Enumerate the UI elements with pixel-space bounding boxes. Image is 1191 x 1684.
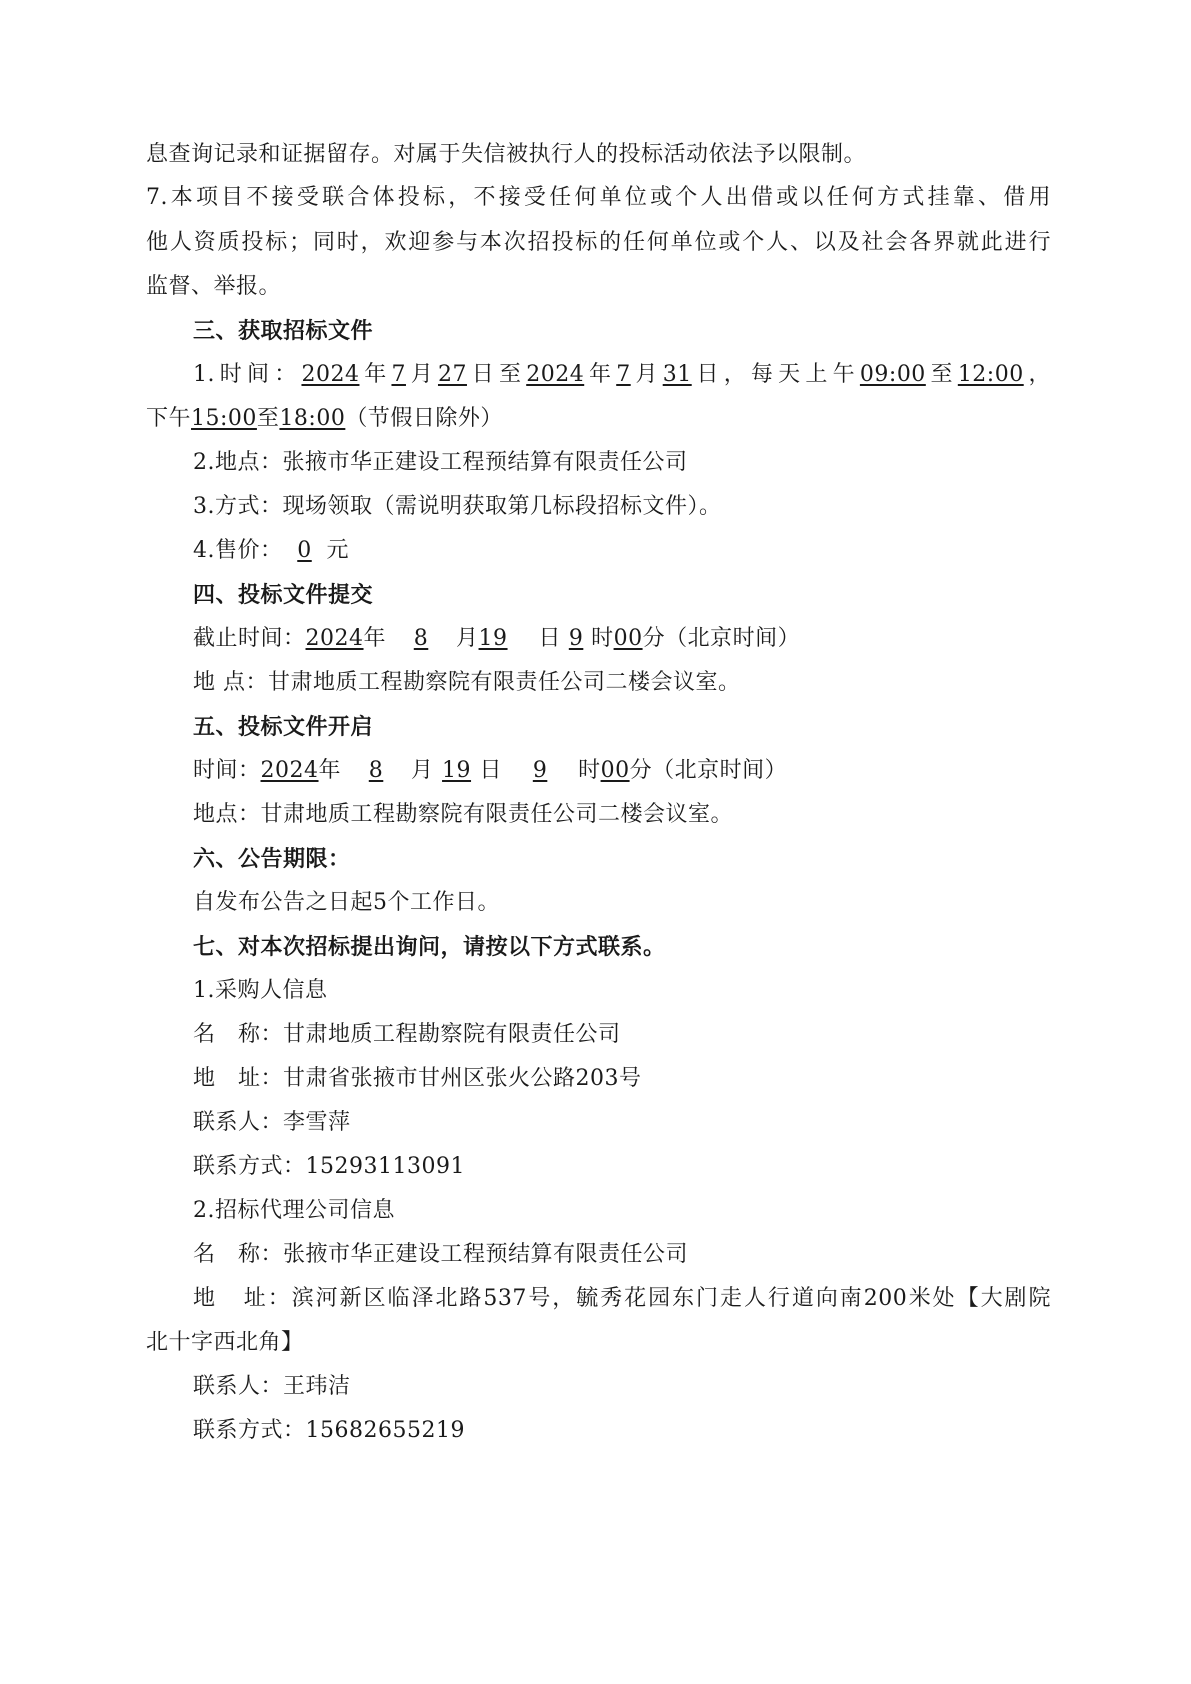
year-char: 年	[318, 758, 342, 783]
open-year: 2024	[260, 758, 319, 783]
section-5-heading: 五、投标文件开启	[193, 714, 374, 740]
deadline-year: 2024	[305, 626, 364, 651]
sec4-deadline-line	[193, 624, 800, 654]
timezone: （北京时间）	[665, 626, 801, 651]
open-minute: 00	[600, 758, 630, 783]
buyer-address: 地 址：甘肃省张掖市甘州区张火公路203号	[193, 1066, 642, 1091]
section-3-heading: 三、获取招标文件	[193, 318, 374, 344]
month-char: 月	[405, 362, 438, 387]
open-hour: 9	[532, 758, 548, 783]
am-start: 09:00	[859, 362, 926, 387]
start-month: 7	[391, 362, 406, 387]
agent-phone: 联系方式：15682655219	[193, 1418, 465, 1443]
daily-text: 日，每天上午	[691, 362, 860, 387]
intro-continuation: 息查询记录和证据留存。对属于失信被执行人的投标活动依法予以限制。	[146, 142, 867, 167]
deadline-day: 19	[478, 626, 508, 651]
year-char: 年	[359, 362, 392, 387]
month-char: 月	[411, 758, 434, 783]
open-day: 19	[442, 758, 472, 783]
timezone: （北京时间）	[652, 758, 788, 783]
sec5-time-line	[193, 756, 787, 786]
open-time-label: 时间：	[193, 758, 261, 783]
item-7-line-1: 7.本项目不接受联合体投标，不接受任何单位或个人出借或以任何方式挂靠、借用	[146, 185, 1051, 210]
price-unit: 元	[326, 538, 350, 563]
sec3-pm-line	[146, 404, 503, 434]
start-year: 2024	[301, 362, 360, 387]
to-char-pm: 至	[256, 406, 280, 431]
price-value: 0	[297, 538, 312, 563]
open-month: 8	[368, 758, 384, 783]
am-end: 12:00	[957, 362, 1024, 387]
sec3-price-line	[193, 536, 349, 566]
end-month: 7	[616, 362, 631, 387]
sec4-place: 地 点：甘肃地质工程勘察院有限责任公司二楼会议室。	[193, 670, 741, 695]
agent-contact: 联系人：王玮洁	[193, 1374, 351, 1399]
day-to-char: 日至	[466, 362, 527, 387]
minute-char: 分	[642, 626, 666, 651]
end-year: 2024	[526, 362, 585, 387]
agent-name: 名 称：张掖市华正建设工程预结算有限责任公司	[193, 1242, 688, 1267]
holiday-note: （节假日除外）	[345, 406, 503, 431]
buyer-contact: 联系人：李雪萍	[193, 1110, 351, 1135]
year-char: 年	[363, 626, 387, 651]
sec5-place: 地点：甘肃地质工程勘察院有限责任公司二楼会议室。	[193, 802, 734, 827]
deadline-minute: 00	[613, 626, 643, 651]
day-char: 日	[538, 626, 562, 651]
day-char: 日	[479, 758, 503, 783]
section-4-heading: 四、投标文件提交	[193, 582, 374, 608]
to-char: 至	[925, 362, 958, 387]
hour-char: 时	[591, 626, 614, 651]
month-char-2: 月	[630, 362, 663, 387]
buyer-name: 名 称：甘肃地质工程勘察院有限责任公司	[193, 1022, 621, 1047]
sec3-place: 2.地点：张掖市华正建设工程预结算有限责任公司	[193, 450, 688, 475]
section-7-heading: 七、对本次招标提出询问，请按以下方式联系。	[193, 934, 666, 960]
sec3-method: 3.方式：现场领取（需说明获取第几标段招标文件）。	[193, 494, 722, 519]
year-char-2: 年	[584, 362, 617, 387]
deadline-hour: 9	[568, 626, 584, 651]
month-char: 月	[456, 626, 479, 651]
deadline-month: 8	[413, 626, 429, 651]
deadline-label: 截止时间：	[193, 626, 306, 651]
pm-end: 18:00	[279, 406, 346, 431]
agent-title: 2.招标代理公司信息	[193, 1198, 395, 1223]
item-7-line-3: 监督、举报。	[146, 274, 282, 299]
sec3-time-line	[193, 360, 1051, 390]
buyer-title: 1.采购人信息	[193, 978, 328, 1003]
section-6-heading: 六、公告期限：	[193, 846, 351, 872]
item-7-line-2: 他人资质投标；同时，欢迎参与本次招投标的任何单位或个人、以及社会各界就此进行	[146, 230, 1051, 255]
hour-char: 时	[578, 758, 601, 783]
comma: ，	[1023, 362, 1051, 387]
pm-start: 15:00	[191, 406, 257, 431]
minute-char: 分	[629, 758, 653, 783]
agent-address-line-2: 北十字西北角】	[146, 1330, 304, 1355]
time-label: 1.时间：	[193, 362, 302, 387]
start-day: 27	[437, 362, 467, 387]
agent-address-line-1: 地 址：滨河新区临泽北路537号，毓秀花园东门走人行道向南200米处【大剧院	[193, 1286, 1051, 1311]
price-label: 4.售价：	[193, 538, 283, 563]
pm-label: 下午	[146, 406, 192, 431]
sec6-text: 自发布公告之日起5个工作日。	[193, 890, 500, 915]
buyer-phone: 联系方式：15293113091	[193, 1154, 465, 1179]
end-day: 31	[662, 362, 692, 387]
